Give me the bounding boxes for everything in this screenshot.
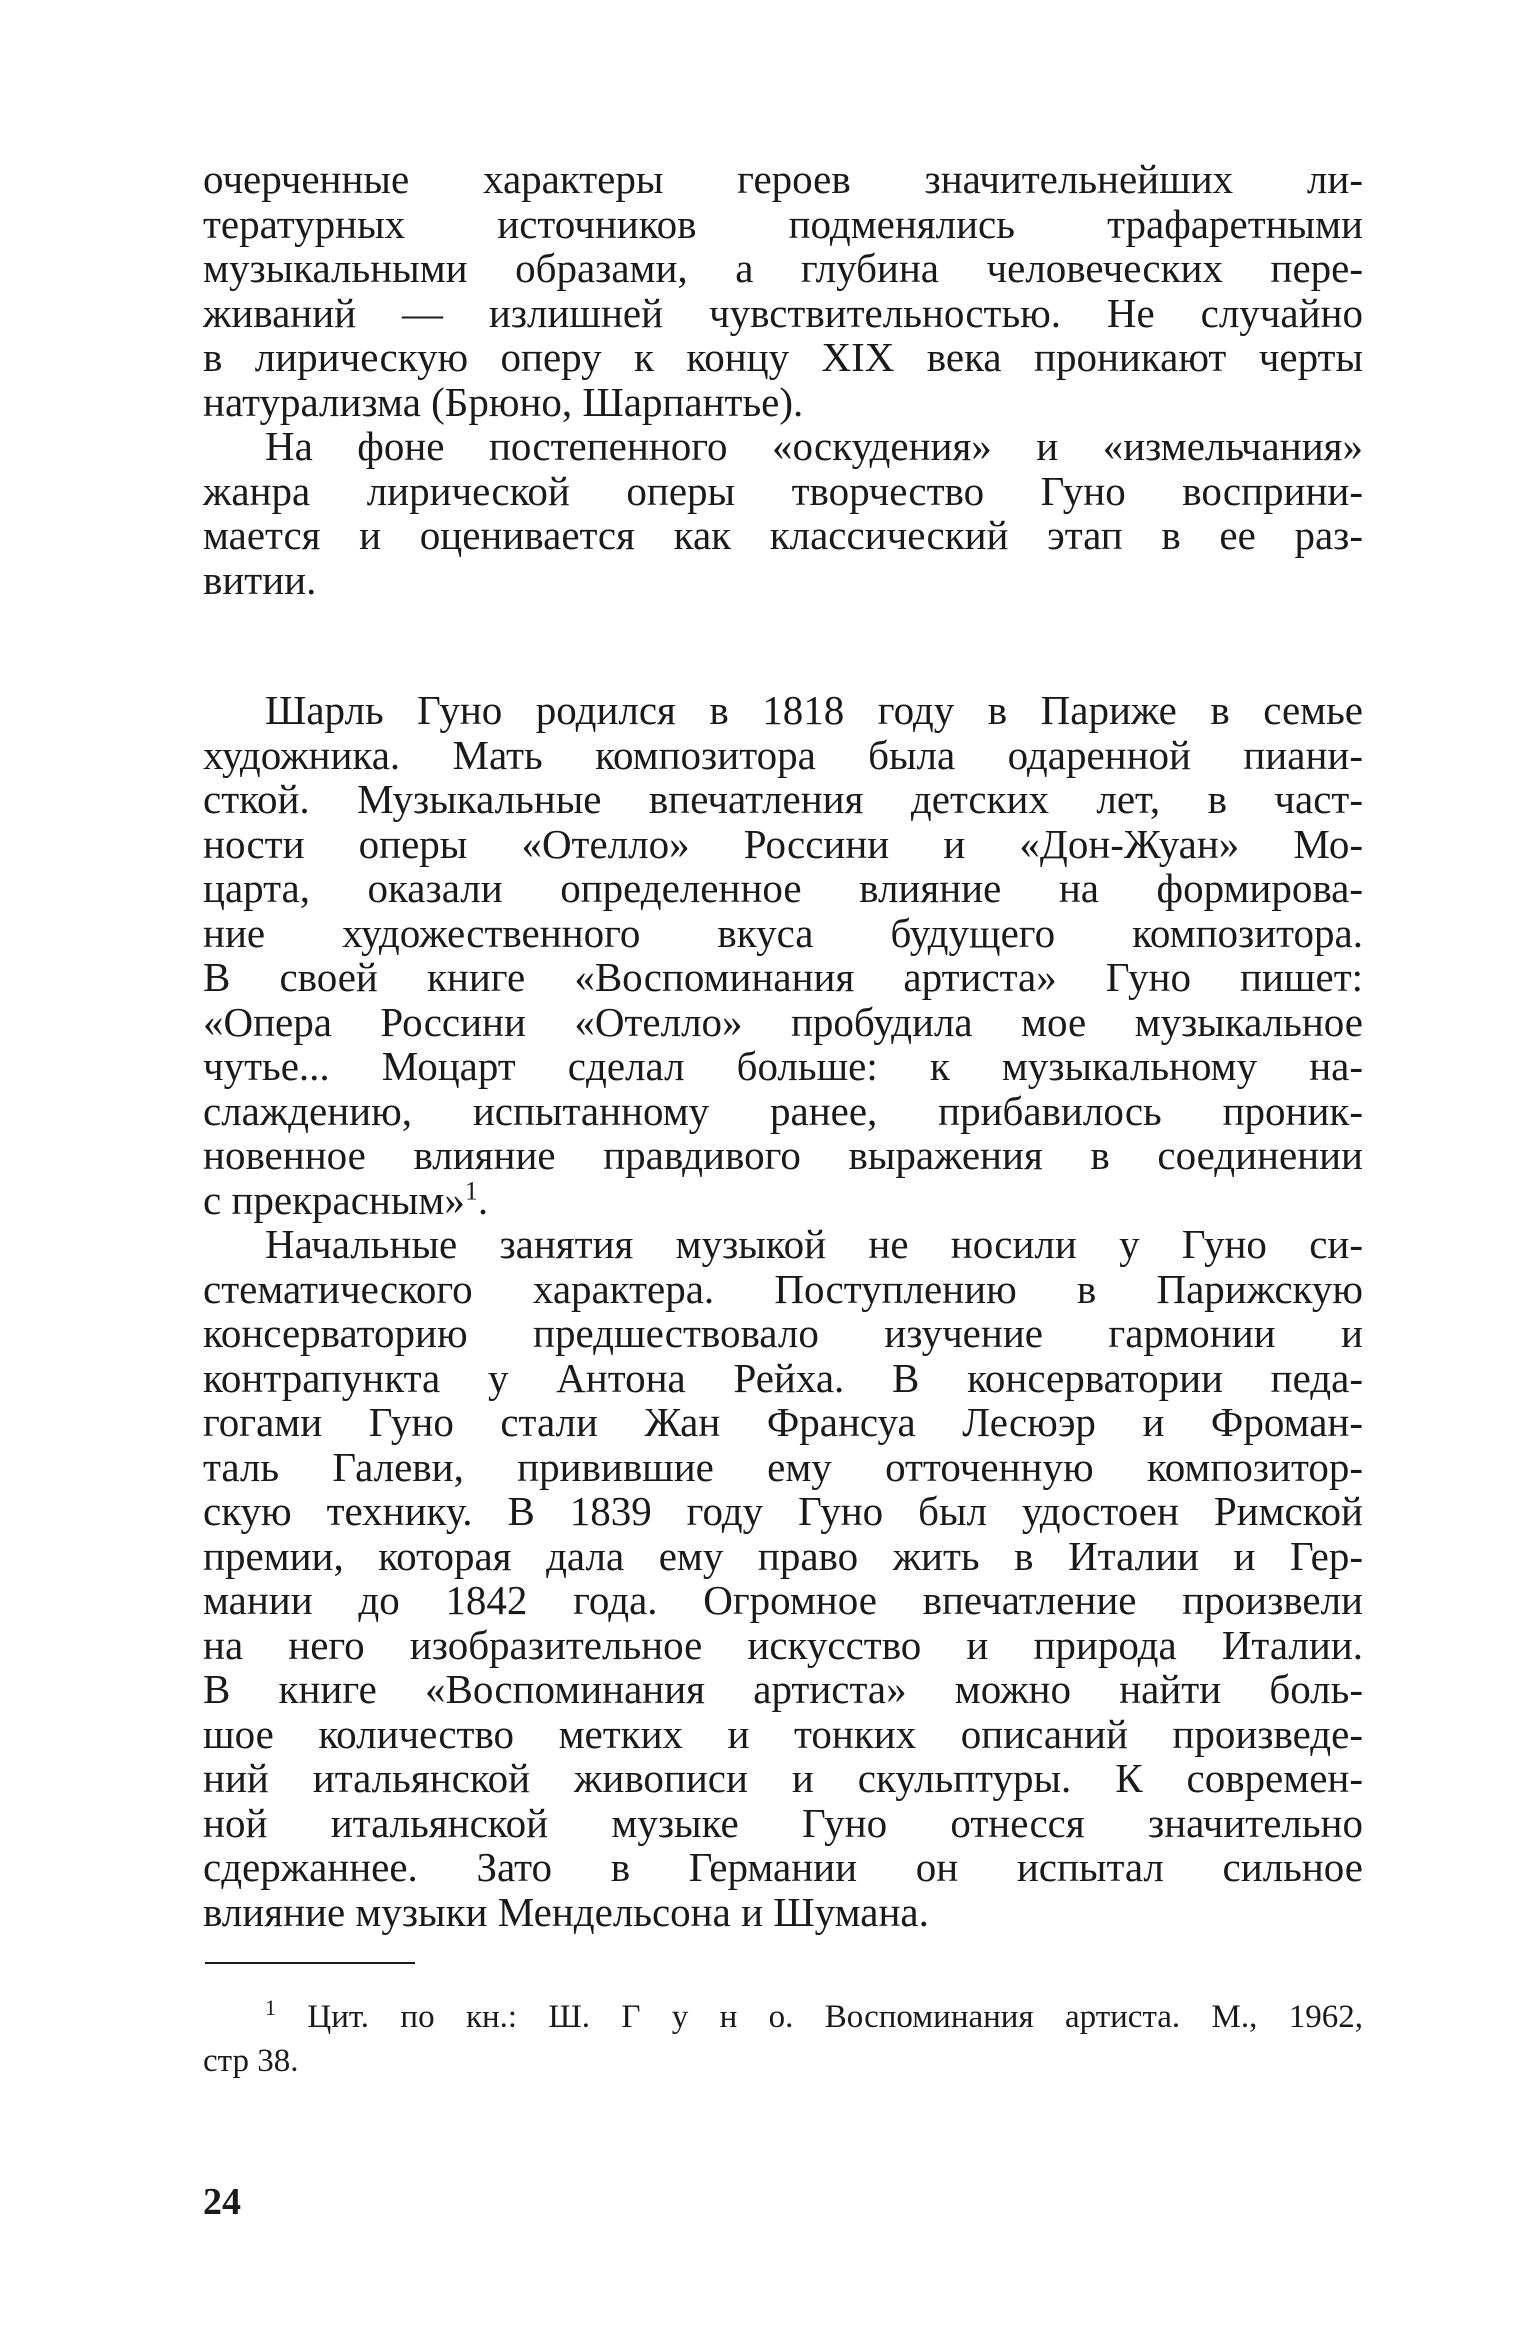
paragraph-3 (203, 688, 1363, 1222)
text-line: натурализма (Брюно, Шарпантье). (203, 378, 804, 425)
paragraph-2 (203, 424, 1363, 602)
text-line: жанра лирической оперы творчество Гуно восприни- (203, 467, 1363, 514)
text-line-with-footnote (203, 1175, 1363, 1223)
text-line: витии. (203, 556, 317, 603)
text-line: новенное влияние правдивого выражения в соединении (203, 1132, 1363, 1178)
footnote-mark: 1 (265, 1995, 276, 2020)
footnote-line: стр 38. (203, 2043, 299, 2079)
text-line: ние художественного вкуса будущего композитора. (203, 909, 1363, 956)
text-line: ний итальянской живописи и скульптуры. К современ- (203, 1755, 1363, 1801)
text-line: царта, оказали определенное влияние на формирова- (203, 865, 1363, 911)
sentence-end: . (477, 1176, 489, 1223)
text-line: на него изобразительное искусство и природа Италии. (203, 1621, 1363, 1668)
page-number: 24 (203, 2181, 241, 2223)
text-line: слаждению, испытанному ранее, прибавилось проник- (203, 1087, 1363, 1134)
footnote-reference: 1 (464, 1175, 478, 1205)
text-line: шое количество метких и тонких описаний произведе- (203, 1710, 1363, 1757)
text-line: очерченные характеры героев значительнейших ли- (203, 156, 1363, 202)
text-line: На фоне постепенного «оскудения» и «измельчания» (265, 423, 1363, 469)
text-line: стематического характера. Поступлению в Парижскую (203, 1265, 1363, 1312)
text-line-content: с прекрасным» (203, 1176, 465, 1223)
text-block-top (203, 157, 1363, 602)
text-line: чутье... Моцарт сделал больше: к музыкальному на- (203, 1043, 1363, 1089)
text-line: Начальные занятия музыкой не носили у Гуно си- (265, 1221, 1363, 1267)
text-line: контрапункта у Антона Рейха. В консерватории педа- (203, 1354, 1363, 1401)
text-line: Шарль Гуно родился в 1818 году в Париже в семье (265, 687, 1363, 733)
text-line: тературных источников подменялись трафаретными (203, 200, 1363, 247)
text-line: сдержаннее. Зато в Германии он испытал сильное (203, 1844, 1363, 1890)
text-line: в лирическую оперу к концу XIX века проникают черты (203, 334, 1363, 380)
paragraph-4 (203, 1222, 1363, 1934)
footnote-text: Цит. по кн.: Ш. Г у н о. Воспоминания артиста. М., 1962, (307, 1999, 1363, 2035)
text-line: консерваторию предшествовало изучение гармонии и (203, 1310, 1363, 1356)
text-line: влияние музыки Мендельсона и Шумана. (203, 1888, 929, 1935)
paragraph-1 (203, 157, 1363, 424)
footnote-divider (205, 1962, 415, 1964)
text-line: таль Галеви, привившие ему отточенную композитор- (203, 1443, 1363, 1490)
text-line: ности оперы «Отелло» Россини и «Дон-Жуан» Мо- (203, 820, 1363, 867)
text-line: В своей книге «Воспоминания артиста» Гуно пишет: (203, 954, 1363, 1000)
text-line: «Опера Россини «Отелло» пробудила мое музыкальное (203, 998, 1363, 1045)
footnote-line (203, 1995, 1363, 2039)
text-line: сткой. Музыкальные впечатления детских лет, в част- (203, 776, 1363, 822)
text-line: гогами Гуно стали Жан Франсуа Лесюэр и Фроман- (203, 1399, 1363, 1445)
text-line: скую технику. В 1839 году Гуно был удостоен Римской (203, 1488, 1363, 1534)
text-line: ной итальянской музыке Гуно отнесся значительно (203, 1799, 1363, 1846)
text-line: В книге «Воспоминания артиста» можно найти боль- (203, 1666, 1363, 1712)
text-line: премии, которая дала ему право жить в Италии и Гер- (203, 1532, 1363, 1579)
text-line: музыкальными образами, а глубина человеческих пере- (203, 245, 1363, 291)
text-line: художника. Мать композитора была одаренной пиани- (203, 731, 1363, 778)
text-line: мании до 1842 года. Огромное впечатление произвели (203, 1577, 1363, 1623)
text-line: мается и оценивается как классический этап в ее раз- (203, 512, 1363, 558)
footnote (203, 1995, 1363, 2083)
text-block-main (203, 688, 1363, 1934)
text-line: живаний — излишней чувствительностью. Не случайно (203, 289, 1363, 336)
